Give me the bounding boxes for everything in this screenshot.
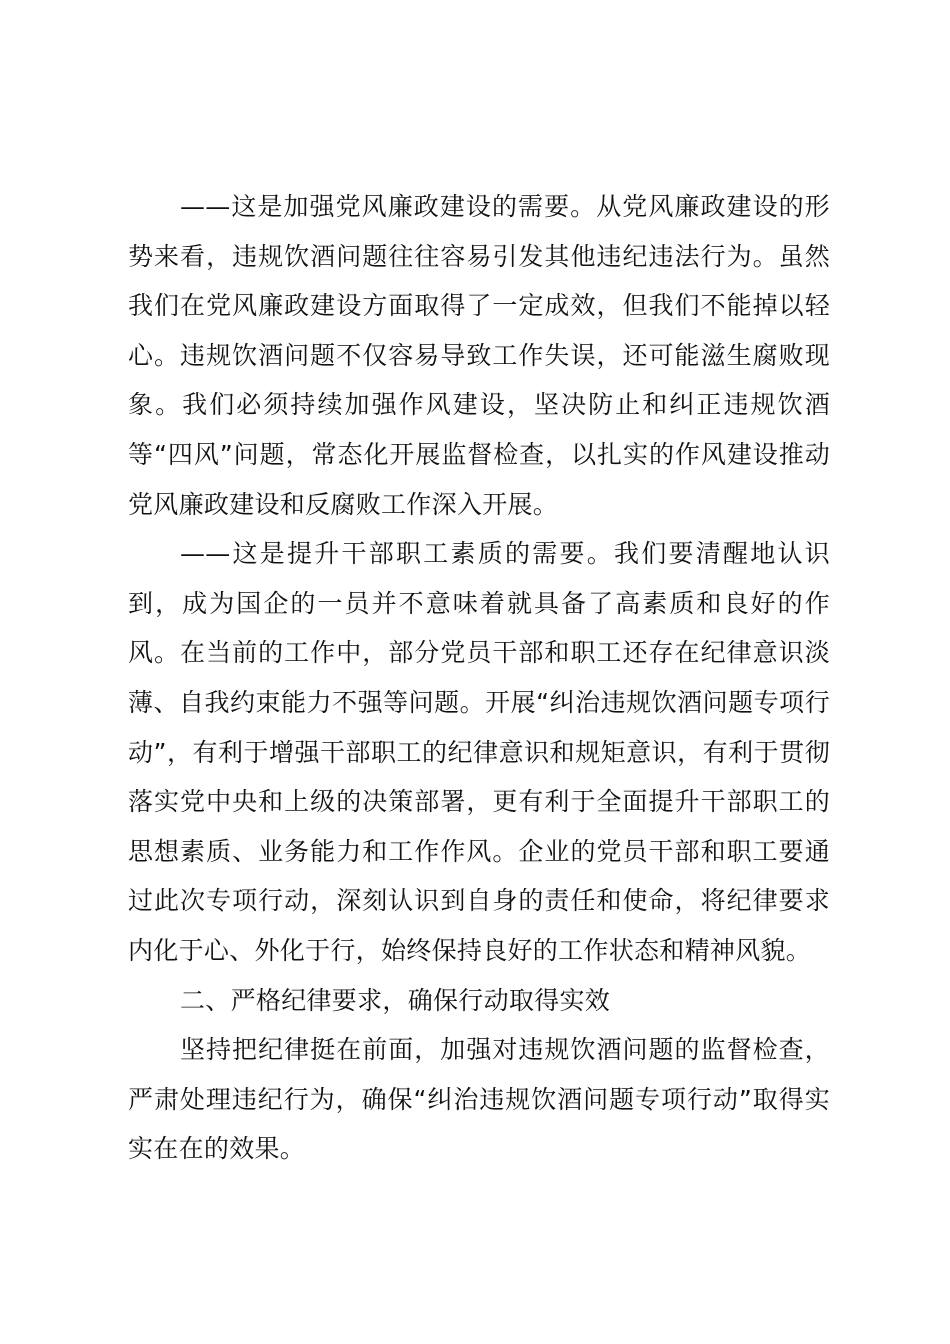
paragraph-discipline: 坚持把纪律挺在前面，加强对违规饮酒问题的监督检查，严肃处理违纪行为，确保“纠治违规饮酒问题专项行动”取得实实在在的效果。 [128,1035,830,1164]
section-heading: 二、严格纪律要求，确保行动取得实效 [180,985,611,1015]
paragraph-staff-quality: ——这是提升干部职工素质的需要。我们要清醒地认识到，成为国企的一员并不意味着就具备了高素质和良好的作风。在当前的工作中，部分党员干部和职工还存在纪律意识淡薄、自我约束能力不强等问题。开展“纠治违规饮酒问题专项行动”，有利于增强干部职工的纪律意识和规矩意识，有利于贯彻落实党中央和上级的决策部署，更有利于全面提升干部职工的思想素质、业务能力和工作作风。企业的党员干部和职工要通过此次专项行动，深刻认识到自身的责任和使命，将纪律要求内化于心、外化于行，始终保持良好的工作状态和精神风貌。 [128,539,830,965]
document-page [128,182,830,1174]
paragraph-party-integrity: ——这是加强党风廉政建设的需要。从党风廉政建设的形势来看，违规饮酒问题往往容易引发其他违纪违法行为。虽然我们在党风廉政建设方面取得了一定成效，但我们不能掉以轻心。违规饮酒问题不仅容易导致工作失误，还可能滋生腐败现象。我们必须持续加强作风建设，坚决防止和纠正违规饮酒等“四风”问题，常态化开展监督检查，以扎实的作风建设推动党风廉政建设和反腐败工作深入开展。 [128,192,830,519]
